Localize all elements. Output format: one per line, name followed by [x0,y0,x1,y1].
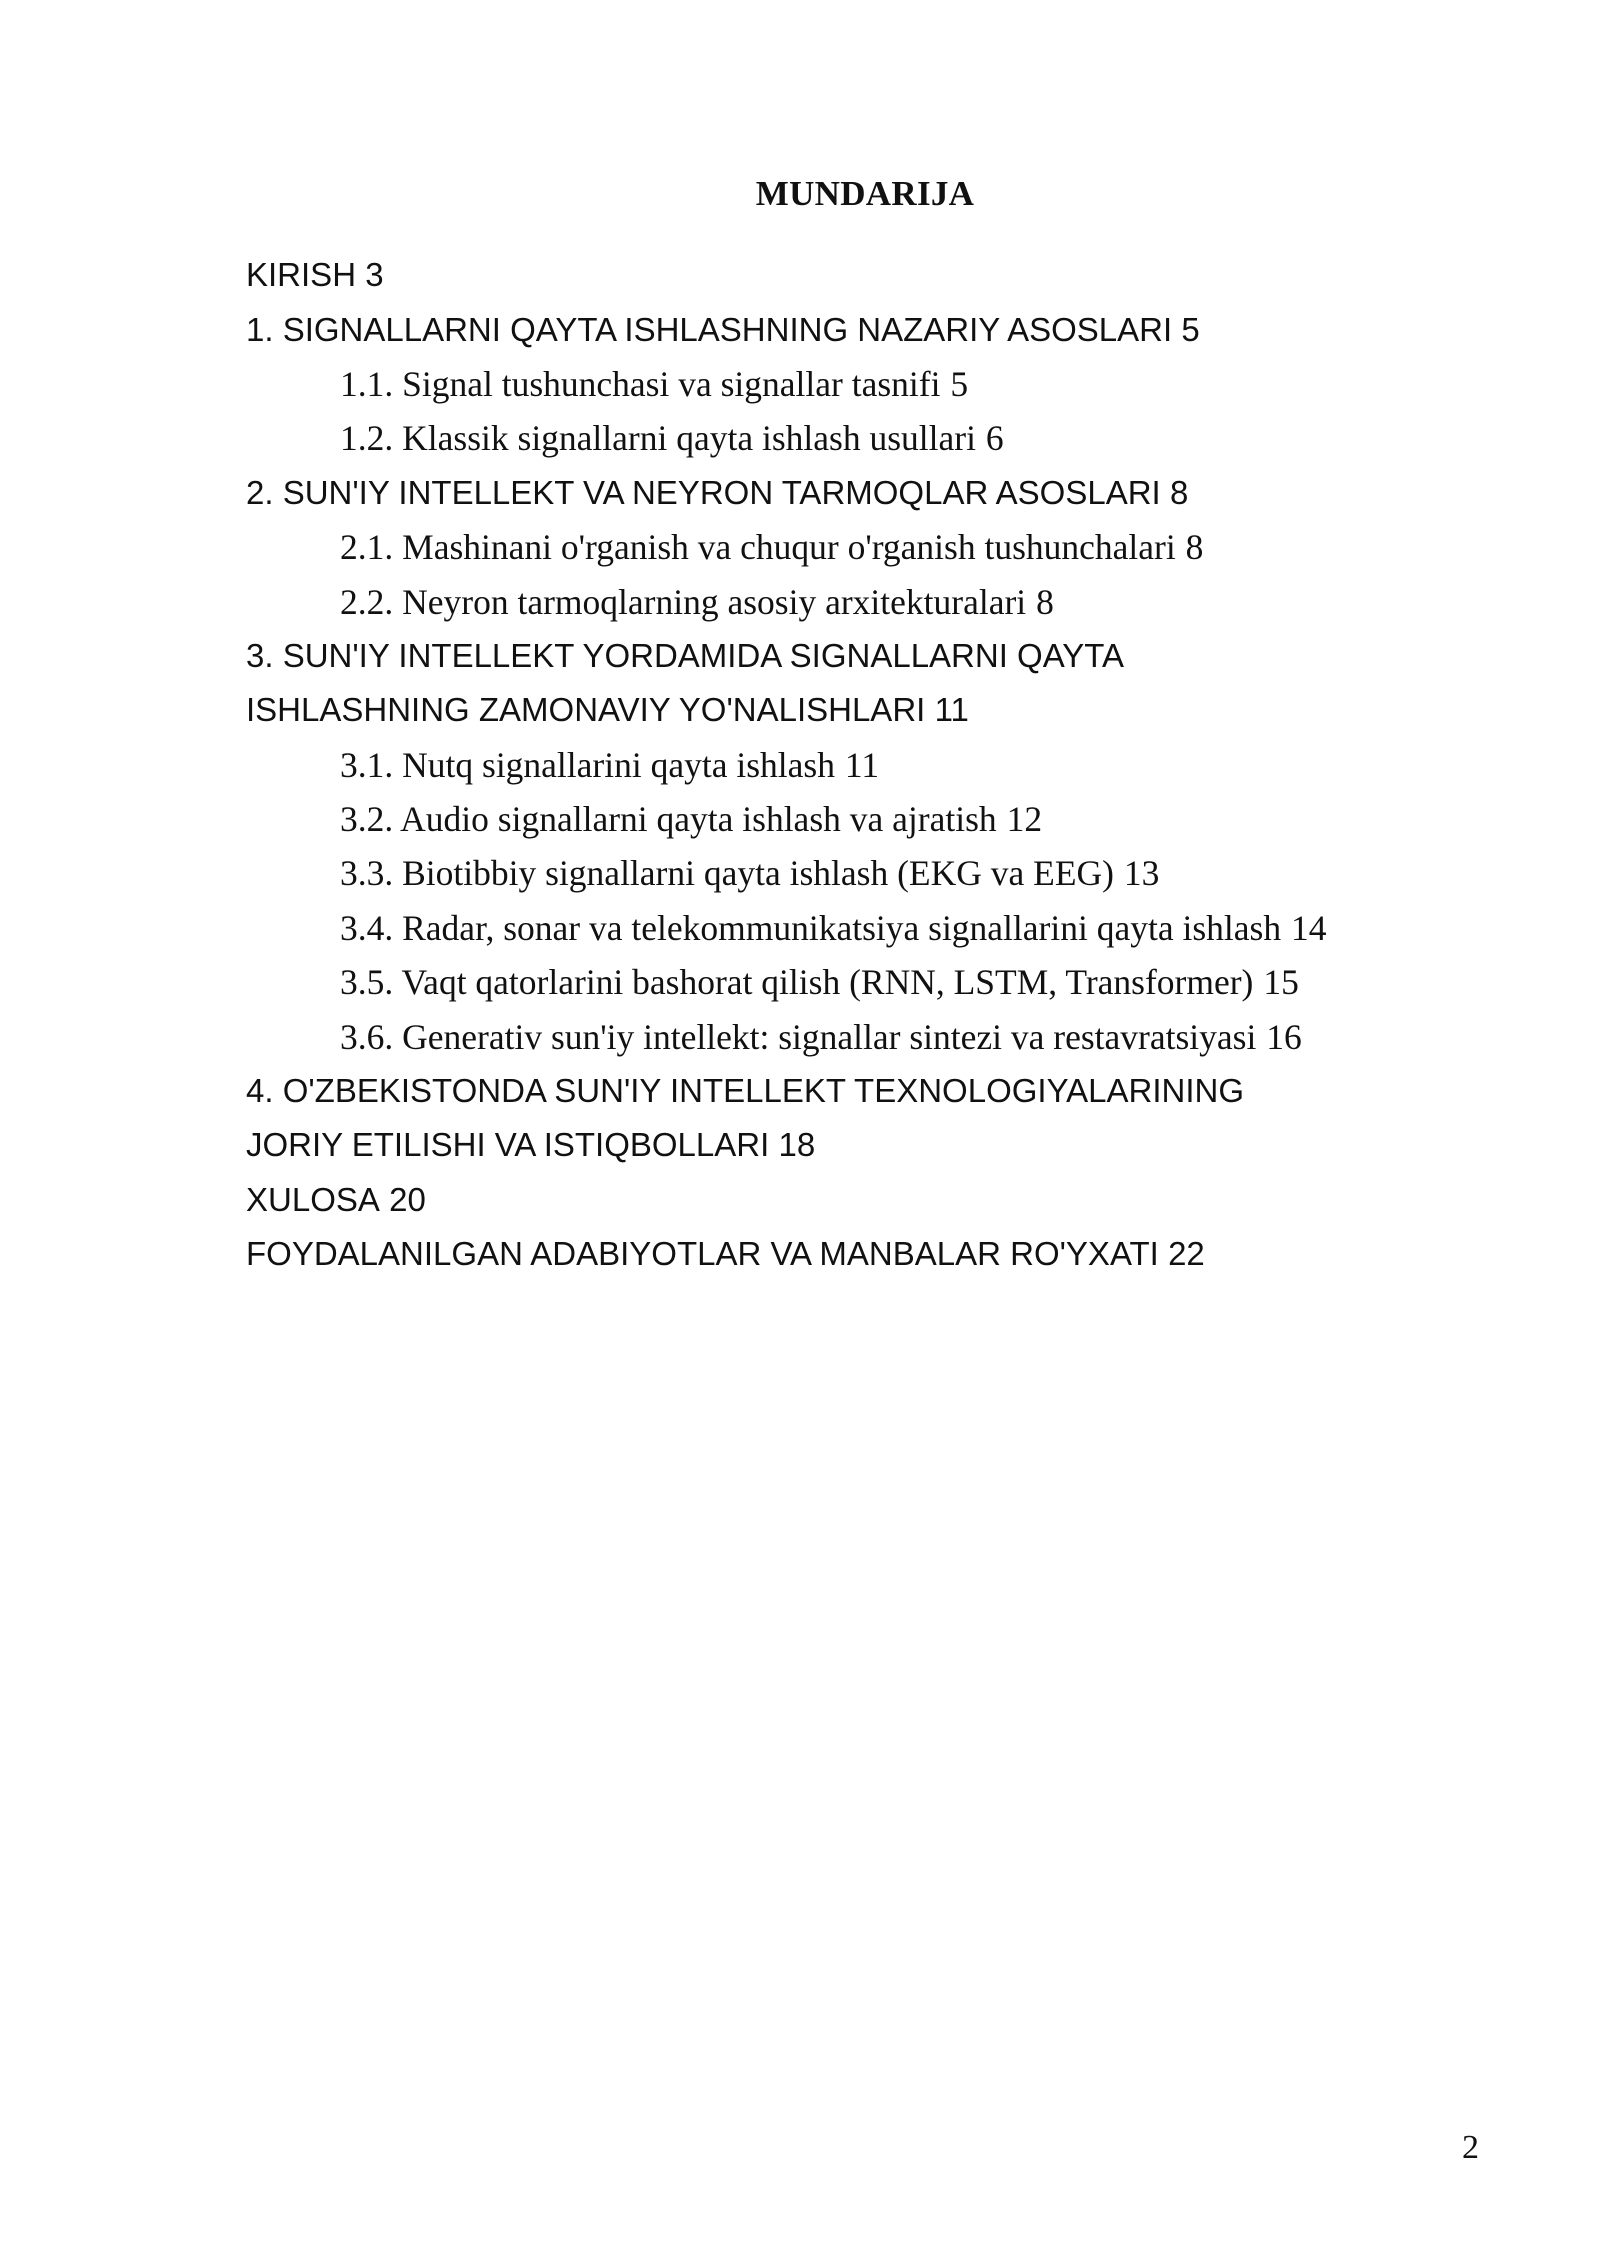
toc-entry-chapter-4-line-1[interactable] [246,1064,1426,1118]
toc-entry-section-3-6[interactable] [246,1009,1426,1063]
toc-entry-page: 11 [934,691,969,729]
toc-entry-chapter-4-line-2[interactable] [246,1118,1426,1172]
toc-entry-page: 15 [1263,962,1299,1003]
toc-entry-text: 3.2. Audio signallarni qayta ishlash va ajratish [340,799,997,840]
toc-entry-chapter-3-line-2[interactable] [246,683,1426,737]
toc-entry-xulosa[interactable] [246,1173,1426,1227]
toc-entry-page: 18 [778,1126,816,1164]
toc-entry-text: 3.1. Nutq signallarini qayta ishlash [340,744,835,785]
toc-entry-text: 3.4. Radar, sonar va telekommunikatsiya signallarini qayta ishlash [340,907,1282,948]
toc-entry-section-1-2[interactable] [246,411,1426,465]
toc-entry-text: 2.1. Mashinani o'rganish va chuqur o'rganish tushunchalari [340,527,1176,568]
toc-entry-chapter-3-line-1[interactable] [246,629,1426,683]
toc-entry-page: 16 [1266,1016,1302,1057]
page-number: 2 [1462,2129,1479,2166]
table-of-contents [246,248,1426,1281]
toc-entry-text: 3.3. Biotibbiy signallarni qayta ishlash (EKG va EEG) [340,853,1114,894]
toc-entry-text: 1. SIGNALLARNI QAYTA ISHLASHNING NAZARIY ASOSLARI [246,310,1173,348]
toc-entry-chapter-2[interactable] [246,466,1426,520]
toc-entry-text: 4. O'ZBEKISTONDA SUN'IY INTELLEKT TEXNOLOGIYALARINING [246,1072,1245,1110]
toc-entry-section-3-1[interactable] [246,738,1426,792]
toc-entry-page: 8 [1036,581,1054,622]
toc-entry-section-1-1[interactable] [246,357,1426,411]
toc-entry-chapter-1[interactable] [246,302,1426,356]
toc-entry-page: 22 [1168,1235,1205,1273]
toc-entry-text: JORIY ETILISHI VA ISTIQBOLLARI [246,1126,770,1164]
toc-entry-page: 20 [389,1180,426,1218]
toc-entry-section-3-3[interactable] [246,846,1426,900]
toc-entry-page: 11 [844,744,880,785]
page-title: MUNDARIJA [755,174,975,213]
toc-entry-text: ISHLASHNING ZAMONAVIY YO'NALISHLARI [246,691,926,729]
toc-entry-page: 5 [1181,310,1200,348]
toc-entry-section-3-2[interactable] [246,792,1426,846]
toc-entry-kirish[interactable] [246,248,1426,302]
toc-entry-section-3-5[interactable] [246,955,1426,1009]
toc-entry-text: 1.2. Klassik signallarni qayta ishlash usullari [340,418,976,459]
toc-entry-page: 6 [985,418,1004,459]
toc-entry-page: 13 [1123,853,1160,894]
toc-entry-text: 3.6. Generativ sun'iy intellekt: signallar sintezi va restavratsiyasi [340,1016,1257,1057]
toc-entry-section-2-1[interactable] [246,520,1426,574]
toc-entry-text: 3.5. Vaqt qatorlarini bashorat qilish (RNN, LSTM, Transformer) [340,962,1254,1003]
toc-entry-page: 14 [1291,907,1327,948]
toc-entry-text: 3. SUN'IY INTELLEKT YORDAMIDA SIGNALLARNI QAYTA [246,636,1125,674]
toc-entry-text: 1.1. Signal tushunchasi va signallar tasnifi [340,363,941,404]
toc-entry-text: 2. SUN'IY INTELLEKT VA NEYRON TARMOQLAR ASOSLARI [246,473,1161,511]
toc-entry-section-3-4[interactable] [246,901,1426,955]
toc-entry-page: 5 [950,363,969,404]
toc-entry-page: 3 [365,256,384,294]
toc-entry-page: 8 [1169,473,1189,511]
toc-entry-section-2-2[interactable] [246,574,1426,628]
toc-entry-text: 2.2. Neyron tarmoqlarning asosiy arxitekturalari [340,581,1027,622]
toc-entry-text: FOYDALANILGAN ADABIYOTLAR VA MANBALAR RO'YXATI [246,1235,1159,1273]
toc-entry-references[interactable] [246,1227,1426,1281]
toc-entry-page: 12 [1006,799,1043,840]
toc-entry-text: KIRISH [246,256,357,294]
toc-entry-page: 8 [1185,527,1204,568]
toc-entry-text: XULOSA [246,1180,380,1218]
